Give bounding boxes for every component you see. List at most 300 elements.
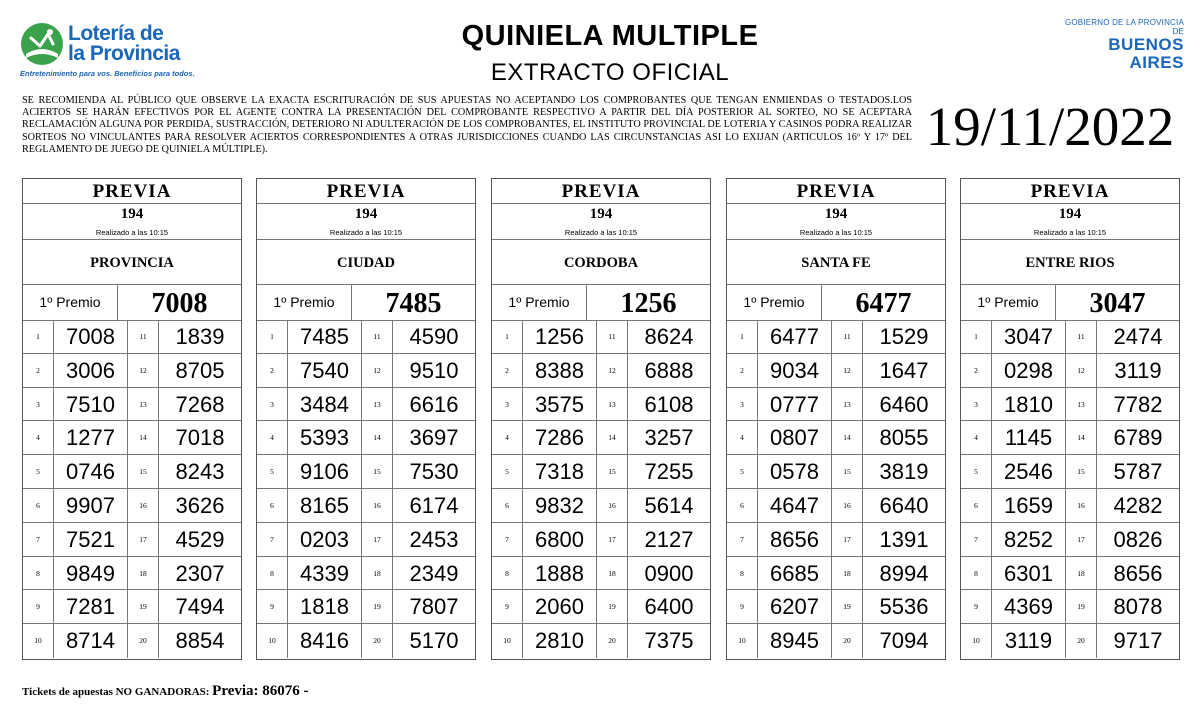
results-panel [960, 178, 1180, 660]
position-number: 7 [961, 523, 992, 556]
result-number: 4369 [992, 590, 1066, 623]
result-number: 9832 [523, 489, 597, 522]
position-number: 2 [727, 354, 758, 387]
result-number: 6174 [409, 492, 459, 518]
result-number: 7094 [879, 628, 929, 654]
result-number: 4647 [758, 489, 832, 522]
position-number: 16 [128, 489, 159, 522]
position-number: 17 [128, 523, 159, 556]
result-row [257, 388, 475, 422]
draw-time: Realizado a las 10:15 [961, 227, 1179, 240]
position-number: 16 [1066, 489, 1097, 522]
result-number: 7494 [175, 594, 225, 620]
position-number: 2 [961, 354, 992, 387]
result-row [257, 354, 475, 388]
position-number: 15 [832, 455, 863, 488]
result-number: 7540 [288, 354, 362, 387]
position-number: 14 [362, 421, 393, 454]
result-row [257, 421, 475, 455]
result-number: 4590 [409, 324, 459, 349]
result-number: 7318 [523, 455, 597, 488]
result-row [23, 523, 241, 557]
draw-type: PREVIA [257, 179, 475, 204]
result-number: 7375 [644, 628, 694, 654]
result-number: 3119 [1114, 357, 1162, 383]
position-number: 16 [832, 489, 863, 522]
first-prize [23, 285, 241, 321]
position-number: 18 [1066, 557, 1097, 590]
result-number: 7281 [54, 590, 128, 623]
result-number: 7530 [409, 459, 459, 485]
result-number: 6685 [758, 557, 832, 590]
result-number: 8624 [644, 324, 694, 349]
first-prize-number: 7485 [385, 288, 442, 319]
result-number: 0900 [644, 560, 694, 586]
province-name: CIUDAD [257, 247, 475, 285]
position-number: 3 [727, 388, 758, 421]
result-number: 0578 [758, 455, 832, 488]
position-number: 5 [492, 455, 523, 488]
draw-date: 19/11/2022 [925, 96, 1175, 157]
position-number: 5 [257, 455, 288, 488]
result-row [961, 354, 1179, 388]
result-row [257, 489, 475, 523]
province-name: SANTA FE [727, 247, 945, 285]
result-row [727, 557, 945, 591]
position-number: 6 [727, 489, 758, 522]
result-number: 6301 [992, 557, 1066, 590]
result-number: 7255 [644, 459, 694, 485]
result-number: 0746 [54, 455, 128, 488]
draw-time: Realizado a las 10:15 [23, 227, 241, 240]
draw-type: PREVIA [961, 179, 1179, 204]
position-number: 9 [961, 590, 992, 623]
first-prize-number: 7008 [151, 288, 208, 319]
result-row [961, 624, 1179, 658]
draw-time: Realizado a las 10:15 [257, 227, 475, 240]
position-number: 4 [257, 421, 288, 454]
position-number: 4 [961, 421, 992, 454]
result-number: 6888 [644, 357, 694, 383]
position-number: 2 [492, 354, 523, 387]
position-number: 1 [257, 320, 288, 353]
result-number: 8994 [879, 560, 929, 586]
results-panel [491, 178, 711, 660]
result-number: 3257 [644, 425, 694, 451]
result-number: 8416 [288, 624, 362, 658]
result-number: 8705 [175, 357, 225, 383]
result-row [727, 320, 945, 354]
result-number: 9034 [758, 354, 832, 387]
footer-label: Tickets de apuestas NO GANADORAS: [22, 686, 210, 698]
result-number: 1659 [992, 489, 1066, 522]
result-row [961, 455, 1179, 489]
position-number: 6 [23, 489, 54, 522]
result-number: 9907 [54, 489, 128, 522]
position-number: 7 [492, 523, 523, 556]
position-number: 9 [23, 590, 54, 623]
draw-type: PREVIA [727, 179, 945, 204]
result-number: 5393 [288, 421, 362, 454]
position-number: 11 [832, 320, 863, 353]
position-number: 20 [597, 624, 628, 658]
position-number: 15 [597, 455, 628, 488]
result-number: 3575 [523, 388, 597, 421]
position-number: 17 [832, 523, 863, 556]
result-row [492, 421, 710, 455]
result-number: 6800 [523, 523, 597, 556]
first-prize [961, 285, 1179, 321]
result-number: 1145 [992, 421, 1066, 454]
result-number: 5536 [879, 594, 929, 620]
result-number: 2060 [523, 590, 597, 623]
position-number: 20 [128, 624, 159, 658]
position-number: 20 [832, 624, 863, 658]
position-number: 7 [23, 523, 54, 556]
position-number: 2 [23, 354, 54, 387]
position-number: 6 [492, 489, 523, 522]
position-number: 1 [23, 320, 54, 353]
position-number: 19 [362, 590, 393, 623]
result-row [23, 421, 241, 455]
result-row [727, 489, 945, 523]
result-row [727, 455, 945, 489]
position-number: 8 [492, 557, 523, 590]
position-number: 13 [832, 388, 863, 421]
results-grid [23, 320, 241, 658]
government-line1: GOBIERNO DE LA PROVINCIA DE [1064, 18, 1184, 36]
position-number: 8 [23, 557, 54, 590]
result-number: 3006 [54, 354, 128, 387]
first-prize [257, 285, 475, 321]
position-number: 5 [961, 455, 992, 488]
result-number: 9510 [409, 357, 459, 383]
position-number: 16 [362, 489, 393, 522]
result-number: 6207 [758, 590, 832, 623]
footer-value: Previa: 86076 - [212, 683, 309, 699]
result-row [257, 320, 475, 354]
brand-name-line2: la Provincia [68, 42, 180, 65]
result-number: 0807 [758, 421, 832, 454]
position-number: 8 [727, 557, 758, 590]
results-grid [961, 320, 1179, 658]
position-number: 13 [362, 388, 393, 421]
result-number: 8388 [523, 354, 597, 387]
brand-name [68, 24, 180, 64]
position-number: 5 [23, 455, 54, 488]
position-number: 18 [362, 557, 393, 590]
draw-number: 194 [824, 206, 848, 222]
position-number: 20 [362, 624, 393, 658]
position-number: 5 [727, 455, 758, 488]
draw-number: 194 [589, 206, 613, 222]
first-prize [727, 285, 945, 321]
result-number: 1391 [879, 526, 929, 552]
position-number: 2 [257, 354, 288, 387]
result-number: 6400 [644, 594, 694, 620]
position-number: 17 [597, 523, 628, 556]
result-number: 8656 [758, 523, 832, 556]
result-number: 6616 [409, 391, 459, 417]
position-number: 7 [727, 523, 758, 556]
result-number: 8656 [1113, 560, 1163, 586]
brand-tagline: Entretenimiento para vos. Beneficios para todos. [20, 69, 195, 78]
position-number: 4 [492, 421, 523, 454]
first-prize-label: 1º Premio [23, 285, 118, 320]
result-row [492, 388, 710, 422]
province-name: CORDOBA [492, 247, 710, 285]
result-number: 7018 [175, 425, 225, 451]
position-number: 20 [1066, 624, 1097, 658]
province-name: PROVINCIA [23, 247, 241, 285]
position-number: 11 [362, 320, 393, 353]
position-number: 13 [597, 388, 628, 421]
position-number: 10 [727, 624, 758, 658]
results-panel [256, 178, 476, 660]
first-prize-label: 1º Premio [492, 285, 587, 320]
result-number: 0826 [1113, 526, 1163, 552]
result-number: 6460 [879, 391, 929, 417]
result-row [23, 557, 241, 591]
first-prize-number: 3047 [1089, 288, 1146, 319]
result-row [961, 523, 1179, 557]
position-number: 14 [1066, 421, 1097, 454]
result-row [492, 354, 710, 388]
result-row [257, 455, 475, 489]
result-number: 1277 [54, 421, 128, 454]
position-number: 6 [961, 489, 992, 522]
position-number: 14 [832, 421, 863, 454]
result-number: 7485 [288, 320, 362, 353]
position-number: 4 [23, 421, 54, 454]
result-number: 8714 [54, 624, 128, 658]
result-number: 3819 [879, 459, 929, 485]
position-number: 19 [832, 590, 863, 623]
result-row [961, 557, 1179, 591]
result-number: 5787 [1113, 459, 1163, 485]
draw-number: 194 [1058, 206, 1082, 222]
result-row [23, 590, 241, 624]
result-number: 2453 [409, 526, 459, 552]
position-number: 3 [492, 388, 523, 421]
result-number: 9849 [54, 557, 128, 590]
result-row [23, 388, 241, 422]
position-number: 18 [832, 557, 863, 590]
position-number: 12 [597, 354, 628, 387]
result-number: 1888 [523, 557, 597, 590]
position-number: 10 [492, 624, 523, 658]
result-row [257, 590, 475, 624]
result-number: 7286 [523, 421, 597, 454]
result-number: 2127 [644, 526, 694, 552]
results-panel [726, 178, 946, 660]
result-number: 2349 [409, 560, 459, 586]
result-number: 1529 [879, 324, 929, 349]
result-row [492, 455, 710, 489]
position-number: 13 [1066, 388, 1097, 421]
position-number: 15 [128, 455, 159, 488]
result-number: 8252 [992, 523, 1066, 556]
result-row [961, 320, 1179, 354]
result-number: 8165 [288, 489, 362, 522]
result-number: 6789 [1113, 425, 1163, 451]
position-number: 10 [23, 624, 54, 658]
results-grid [492, 320, 710, 658]
result-number: 2307 [175, 560, 225, 586]
position-number: 19 [597, 590, 628, 623]
result-number: 9106 [288, 455, 362, 488]
result-row [961, 421, 1179, 455]
position-number: 7 [257, 523, 288, 556]
position-number: 11 [1066, 320, 1097, 353]
loteria-emblem-icon [20, 22, 64, 66]
result-row [727, 421, 945, 455]
position-number: 19 [1066, 590, 1097, 623]
loteria-logo [20, 20, 195, 82]
position-number: 17 [362, 523, 393, 556]
result-row [23, 489, 241, 523]
result-row [727, 354, 945, 388]
first-prize-label: 1º Premio [727, 285, 822, 320]
first-prize-label: 1º Premio [961, 285, 1056, 320]
position-number: 12 [128, 354, 159, 387]
position-number: 4 [727, 421, 758, 454]
result-row [23, 354, 241, 388]
result-row [727, 523, 945, 557]
position-number: 19 [128, 590, 159, 623]
result-number: 5170 [409, 628, 459, 654]
position-number: 16 [597, 489, 628, 522]
position-number: 8 [961, 557, 992, 590]
position-number: 11 [128, 320, 159, 353]
position-number: 10 [961, 624, 992, 658]
draw-number: 194 [120, 206, 144, 222]
position-number: 12 [832, 354, 863, 387]
position-number: 17 [1066, 523, 1097, 556]
disclaimer-text: SE RECOMIENDA AL PÚBLICO QUE OBSERVE LA EXACTA ESCRITURACIÓN DE SUS APUESTAS NO ACEPTANDO LOS COMPROBANTES QUE TENGAN ENMIENDAS O TESTADOS.LOS ACIERTOS SE HARÁN EFECTIVOS POR EL AGENTE CONTRA LA PRESENTACIÓN DEL COMPROBANTE RESPECTIVO A PARTIR DEL DÍA POSTERIOR AL SORTEO, NO SE ACEPTARA RECLAMACIÓN ALGUNA POR PERDIDA, SUSTRACCIÓN, DETERIORO NI ADULTERACIÓN DE LOS COMPROBANTES, EL INSTITUTO PROVINCIAL DE LOTERIA Y CASINOS PODRA REALIZAR SORTEOS NO VINCULANTES PARA RESOLVER ACIERTOS CORRESPONDIENTES A OTRAS JURISDICCIONES CUANDO LAS CIRCUNSTANCIAS ASI LO EXIJAN (ARTICULOS 16º Y 17º DEL REGLAMENTO DE JUEGO DE QUINIELA MÚLTIPLE). [22, 95, 912, 155]
first-prize-number: 1256 [620, 288, 677, 319]
result-number: 8055 [879, 425, 929, 451]
position-number: 9 [257, 590, 288, 623]
result-row [23, 624, 241, 658]
result-number: 6477 [758, 320, 832, 353]
draw-type: PREVIA [23, 179, 241, 204]
result-row [257, 523, 475, 557]
result-row [961, 489, 1179, 523]
result-row [257, 624, 475, 658]
province-name: ENTRE RIOS [961, 247, 1179, 285]
result-row [727, 590, 945, 624]
brand-name-line1: Lotería de [68, 22, 164, 45]
result-number: 1839 [175, 324, 225, 349]
position-number: 12 [1066, 354, 1097, 387]
result-number: 1810 [992, 388, 1066, 421]
footer-tickets [22, 683, 309, 700]
result-number: 3626 [175, 492, 225, 518]
result-row [492, 320, 710, 354]
result-number: 6640 [879, 492, 929, 518]
government-line2: BUENOS AIRES [1108, 35, 1184, 72]
first-prize-number: 6477 [855, 288, 912, 319]
result-number: 0777 [758, 388, 832, 421]
government-logo [1054, 18, 1184, 72]
result-number: 2474 [1113, 324, 1163, 349]
result-number: 5614 [644, 492, 694, 518]
page-title: QUINIELA MULTIPLE [461, 20, 759, 52]
position-number: 14 [128, 421, 159, 454]
position-number: 12 [362, 354, 393, 387]
result-number: 8854 [175, 628, 225, 654]
result-number: 2810 [523, 624, 597, 658]
results-grid [727, 320, 945, 658]
result-number: 2546 [992, 455, 1066, 488]
position-number: 9 [492, 590, 523, 623]
result-row [23, 455, 241, 489]
position-number: 15 [1066, 455, 1097, 488]
result-number: 8243 [175, 459, 225, 485]
result-number: 8078 [1113, 594, 1163, 620]
draw-type: PREVIA [492, 179, 710, 204]
result-row [492, 624, 710, 658]
result-number: 9717 [1113, 628, 1163, 654]
position-number: 9 [727, 590, 758, 623]
result-number: 1256 [523, 320, 597, 353]
result-row [492, 523, 710, 557]
result-number: 3697 [409, 425, 459, 451]
page-subtitle: EXTRACTO OFICIAL [490, 59, 730, 86]
result-number: 4339 [288, 557, 362, 590]
position-number: 3 [23, 388, 54, 421]
results-grid [257, 320, 475, 658]
draw-time: Realizado a las 10:15 [727, 227, 945, 240]
position-number: 8 [257, 557, 288, 590]
first-prize [492, 285, 710, 321]
result-number: 0298 [992, 354, 1066, 387]
result-number: 3119 [992, 624, 1066, 658]
result-number: 1818 [288, 590, 362, 623]
position-number: 14 [597, 421, 628, 454]
result-number: 6108 [644, 391, 694, 417]
draw-time: Realizado a las 10:15 [492, 227, 710, 240]
draw-number: 194 [354, 206, 378, 222]
position-number: 3 [257, 388, 288, 421]
result-number: 7521 [54, 523, 128, 556]
result-row [257, 557, 475, 591]
result-number: 7008 [54, 320, 128, 353]
position-number: 6 [257, 489, 288, 522]
result-row [492, 489, 710, 523]
results-panel [22, 178, 242, 660]
position-number: 1 [727, 320, 758, 353]
result-row [492, 557, 710, 591]
position-number: 13 [128, 388, 159, 421]
result-number: 7268 [175, 391, 225, 417]
result-number: 8945 [758, 624, 832, 658]
result-row [961, 590, 1179, 624]
position-number: 15 [362, 455, 393, 488]
position-number: 3 [961, 388, 992, 421]
result-row [23, 320, 241, 354]
result-number: 7510 [54, 388, 128, 421]
position-number: 11 [597, 320, 628, 353]
position-number: 18 [597, 557, 628, 590]
result-row [492, 590, 710, 624]
first-prize-label: 1º Premio [257, 285, 352, 320]
result-number: 3047 [992, 320, 1066, 353]
result-number: 3484 [288, 388, 362, 421]
result-row [727, 388, 945, 422]
result-row [961, 388, 1179, 422]
